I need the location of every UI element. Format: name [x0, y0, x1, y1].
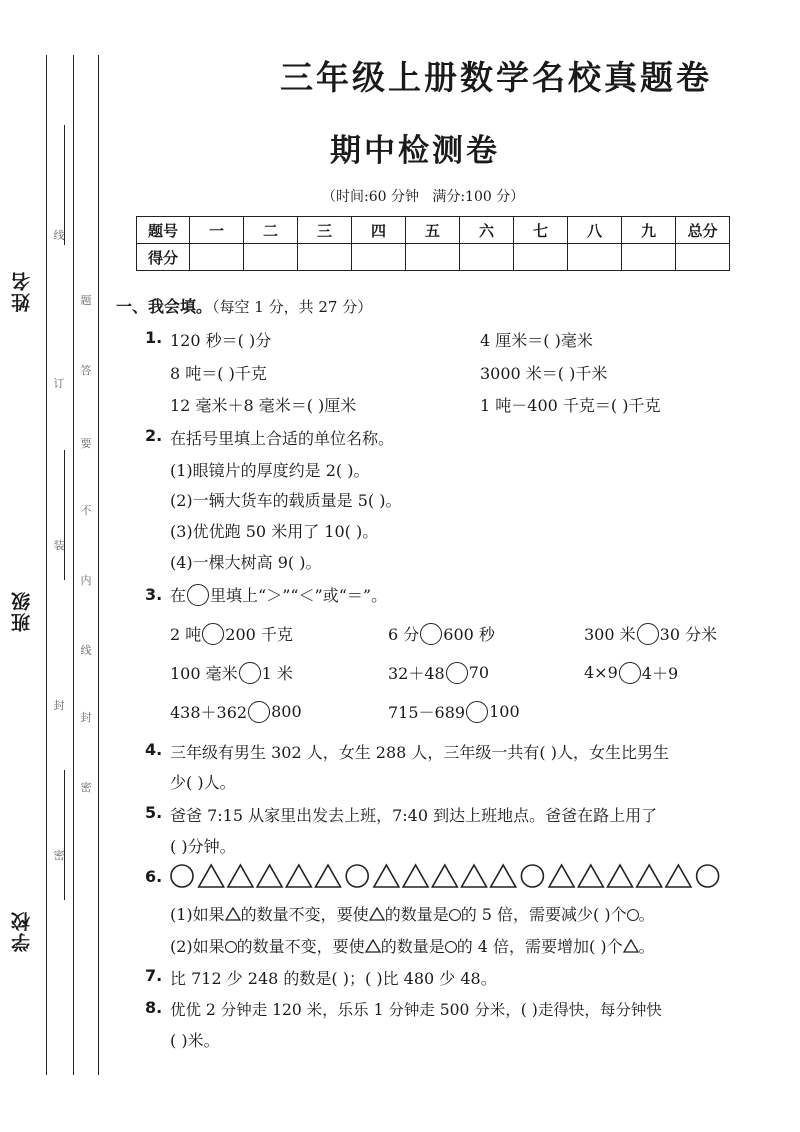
q8-line: 优优 2 分钟走 120 米，乐乐 1 分钟走 500 分米，( )走得快，每分钟快: [170, 1001, 662, 1019]
class-field[interactable]: [11, 590, 64, 710]
column-header: 总分: [676, 217, 730, 244]
column-header: 三: [298, 217, 352, 244]
q6-text: 的 4 倍，需要增加( )个: [456, 937, 623, 956]
triangle-icon: [623, 939, 639, 953]
score-cell[interactable]: [568, 244, 622, 271]
answer-circle[interactable]: [446, 662, 468, 684]
seal-char: 不: [80, 504, 92, 517]
q2-item: (2)一辆大货车的载质量是 5( )。: [170, 491, 402, 510]
q6-text: (1)如果: [170, 905, 225, 924]
q1-item: 12 毫米＋8 毫米＝( )厘米: [170, 396, 357, 415]
q6-text: 的数量不变，要使: [236, 937, 365, 956]
class-label: 班级: [11, 590, 33, 632]
compare-left: 32＋48: [388, 664, 445, 683]
q8-line: ( )米。: [170, 1031, 220, 1050]
circle-icon: [449, 909, 461, 921]
compare-left: 4×9: [584, 663, 618, 682]
sequence-triangle-icon: [286, 865, 311, 887]
seal-char: 内: [80, 574, 92, 587]
sequence-triangle-icon: [316, 865, 341, 887]
compare-right: 30 分米: [659, 625, 718, 644]
sequence-triangle-icon: [666, 865, 691, 887]
q1-item: 1 吨－400 千克＝( )千克: [480, 396, 661, 415]
compare-item: [170, 622, 293, 645]
section-note: （每空 1 分，共 27 分）: [212, 298, 373, 316]
sequence-circle-icon: [171, 865, 193, 887]
sequence-triangle-icon: [228, 865, 253, 887]
exam-info: （时间:60 分钟 满分:100 分）: [322, 189, 525, 205]
triangle-icon: [369, 907, 385, 921]
compare-right: 800: [271, 702, 302, 721]
circle-icon: [187, 584, 209, 606]
q4-line: 三年级有男生 302 人，女生 288 人，三年级一共有( )人，女生比男生: [170, 743, 669, 762]
shape-sequence: [170, 862, 730, 890]
q6-text: 的数量是: [384, 905, 449, 924]
q6-item-1: [170, 902, 655, 925]
question-number: 6.: [145, 867, 163, 886]
q5-line: ( )分钟。: [170, 837, 236, 856]
section-title: [116, 294, 372, 317]
row-header-question: 题号: [137, 217, 190, 244]
sequence-triangle-icon: [637, 865, 662, 887]
school-write-line[interactable]: [64, 770, 65, 900]
sequence-triangle-icon: [578, 865, 603, 887]
compare-right: 70: [468, 663, 490, 682]
answer-circle[interactable]: [466, 701, 488, 723]
q1-item: 3000 米＝( )千米: [480, 364, 608, 383]
compare-left: 6 分: [388, 625, 420, 644]
q2-item: (1)眼镜片的厚度约是 2( )。: [170, 461, 370, 480]
compare-left: 100 毫米: [170, 664, 238, 683]
circle-icon: [445, 941, 457, 953]
triangle-icon: [365, 939, 381, 953]
column-header: 四: [352, 217, 406, 244]
name-write-line[interactable]: [64, 125, 65, 245]
question-number: 5.: [145, 803, 163, 822]
score-cell[interactable]: [244, 244, 298, 271]
sequence-triangle-icon: [432, 865, 457, 887]
answer-circle[interactable]: [248, 701, 270, 723]
sequence-triangle-icon: [199, 865, 224, 887]
score-cell[interactable]: [352, 244, 406, 271]
sequence-circle-icon: [346, 865, 368, 887]
question-number: 4.: [145, 740, 163, 759]
q6-text: 。: [638, 937, 655, 956]
score-cell[interactable]: [460, 244, 514, 271]
question-number: 7.: [145, 966, 163, 985]
sequence-triangle-icon: [374, 865, 399, 887]
sequence-triangle-icon: [549, 865, 574, 887]
answer-circle[interactable]: [619, 662, 641, 684]
answer-circle[interactable]: [637, 623, 659, 645]
q6-text: 的数量是: [380, 937, 445, 956]
compare-left: 438＋362: [170, 703, 248, 722]
column-header: 一: [190, 217, 244, 244]
compare-item: [170, 661, 293, 684]
circle-icon: [225, 941, 237, 953]
q3-stem-post: 里填上“＞”“＜”或“＝”。: [210, 586, 388, 605]
seal-char: 密: [80, 781, 92, 794]
score-table-header-row: [137, 217, 730, 244]
question-number: 1.: [145, 328, 163, 347]
column-header: 二: [244, 217, 298, 244]
compare-right: 200 千克: [225, 625, 293, 644]
seal-char: 线: [53, 229, 65, 242]
q6-text: (2)如果: [170, 937, 225, 956]
circle-icon: [627, 909, 639, 921]
score-table: [136, 216, 730, 271]
school-field[interactable]: [11, 910, 64, 1030]
column-header: 六: [460, 217, 514, 244]
exam-subtitle: 期中检测卷: [330, 133, 500, 169]
margin-seal-line: [73, 55, 74, 1075]
score-cell[interactable]: [622, 244, 676, 271]
exam-title: 三年级上册数学名校真题卷: [280, 58, 712, 97]
score-cell[interactable]: [298, 244, 352, 271]
answer-circle[interactable]: [420, 623, 442, 645]
q2-stem: 在括号里填上合适的单位名称。: [170, 429, 395, 448]
seal-char: 要: [80, 437, 92, 450]
compare-item: [388, 700, 520, 723]
column-header: 九: [622, 217, 676, 244]
sequence-circle-icon: [521, 865, 543, 887]
sequence-triangle-icon: [608, 865, 633, 887]
section-heading: 一、我会填。: [116, 297, 213, 316]
compare-right: 1 米: [261, 664, 293, 683]
q6-item-2: [170, 934, 655, 957]
compare-right: 600 秒: [443, 625, 495, 644]
compare-left: 715－689: [388, 703, 466, 722]
score-cell[interactable]: [406, 244, 460, 271]
compare-item: [388, 622, 495, 645]
school-label: 学校: [11, 910, 33, 952]
compare-item: [584, 661, 678, 684]
answer-circle[interactable]: [202, 623, 224, 645]
q3-stem-pre: 在: [170, 586, 187, 605]
class-write-line[interactable]: [64, 450, 65, 580]
seal-char: 题: [80, 294, 92, 307]
sequence-triangle-icon: [462, 865, 487, 887]
compare-item: [584, 622, 717, 645]
q7-line: 比 712 少 248 的数是( )；( )比 480 少 48。: [170, 969, 497, 988]
q5-line: 爸爸 7:15 从家里出发去上班，7:40 到达上班地点。爸爸在路上用了: [170, 806, 658, 825]
question-number: 8.: [145, 998, 163, 1017]
q4-line: 少( )人。: [170, 773, 236, 792]
column-header: 七: [514, 217, 568, 244]
q6-text: 的 5 倍，需要减少( )个: [460, 905, 627, 924]
row-header-score: 得分: [137, 244, 190, 271]
seal-char: 封: [80, 711, 92, 724]
question-number: 2.: [145, 426, 163, 445]
score-table-score-row: [137, 244, 730, 271]
seal-char: 答: [80, 364, 92, 377]
score-cell[interactable]: [514, 244, 568, 271]
compare-right: 4＋9: [641, 664, 679, 683]
compare-left: 2 吨: [170, 625, 202, 644]
compare-right: 100: [489, 702, 520, 721]
sequence-circle-icon: [697, 865, 719, 887]
name-field[interactable]: [11, 250, 64, 370]
seal-char: 装: [53, 539, 65, 552]
score-cell[interactable]: [190, 244, 244, 271]
q6-text: 。: [638, 905, 655, 924]
score-cell[interactable]: [676, 244, 730, 271]
seal-char: 封: [53, 699, 65, 712]
q1-item: 4 厘米＝( )毫米: [480, 331, 593, 350]
q2-item: (4)一棵大树高 9( )。: [170, 553, 322, 572]
answer-circle[interactable]: [239, 662, 261, 684]
seal-char: 线: [80, 644, 92, 657]
column-header: 五: [406, 217, 460, 244]
sequence-triangle-icon: [403, 865, 428, 887]
sequence-triangle-icon: [491, 865, 516, 887]
seal-char: 订: [53, 377, 65, 390]
compare-item: [170, 700, 302, 723]
compare-left: 300 米: [584, 625, 636, 644]
sequence-triangle-icon: [257, 865, 282, 887]
q1-item: 120 秒＝( )分: [170, 331, 272, 350]
margin-seal-line: [98, 55, 99, 1075]
q6-text: 的数量不变，要使: [240, 905, 369, 924]
binding-margin: [0, 0, 110, 1132]
seal-char: 密: [53, 849, 65, 862]
name-label: 姓名: [11, 270, 33, 312]
compare-item: [388, 661, 489, 684]
triangle-icon: [225, 907, 241, 921]
question-number: 3.: [145, 585, 163, 604]
q2-item: (3)优优跑 50 米用了 10( )。: [170, 522, 379, 541]
q1-item: 8 吨＝( )千克: [170, 364, 267, 383]
column-header: 八: [568, 217, 622, 244]
q3-stem: [170, 583, 387, 606]
